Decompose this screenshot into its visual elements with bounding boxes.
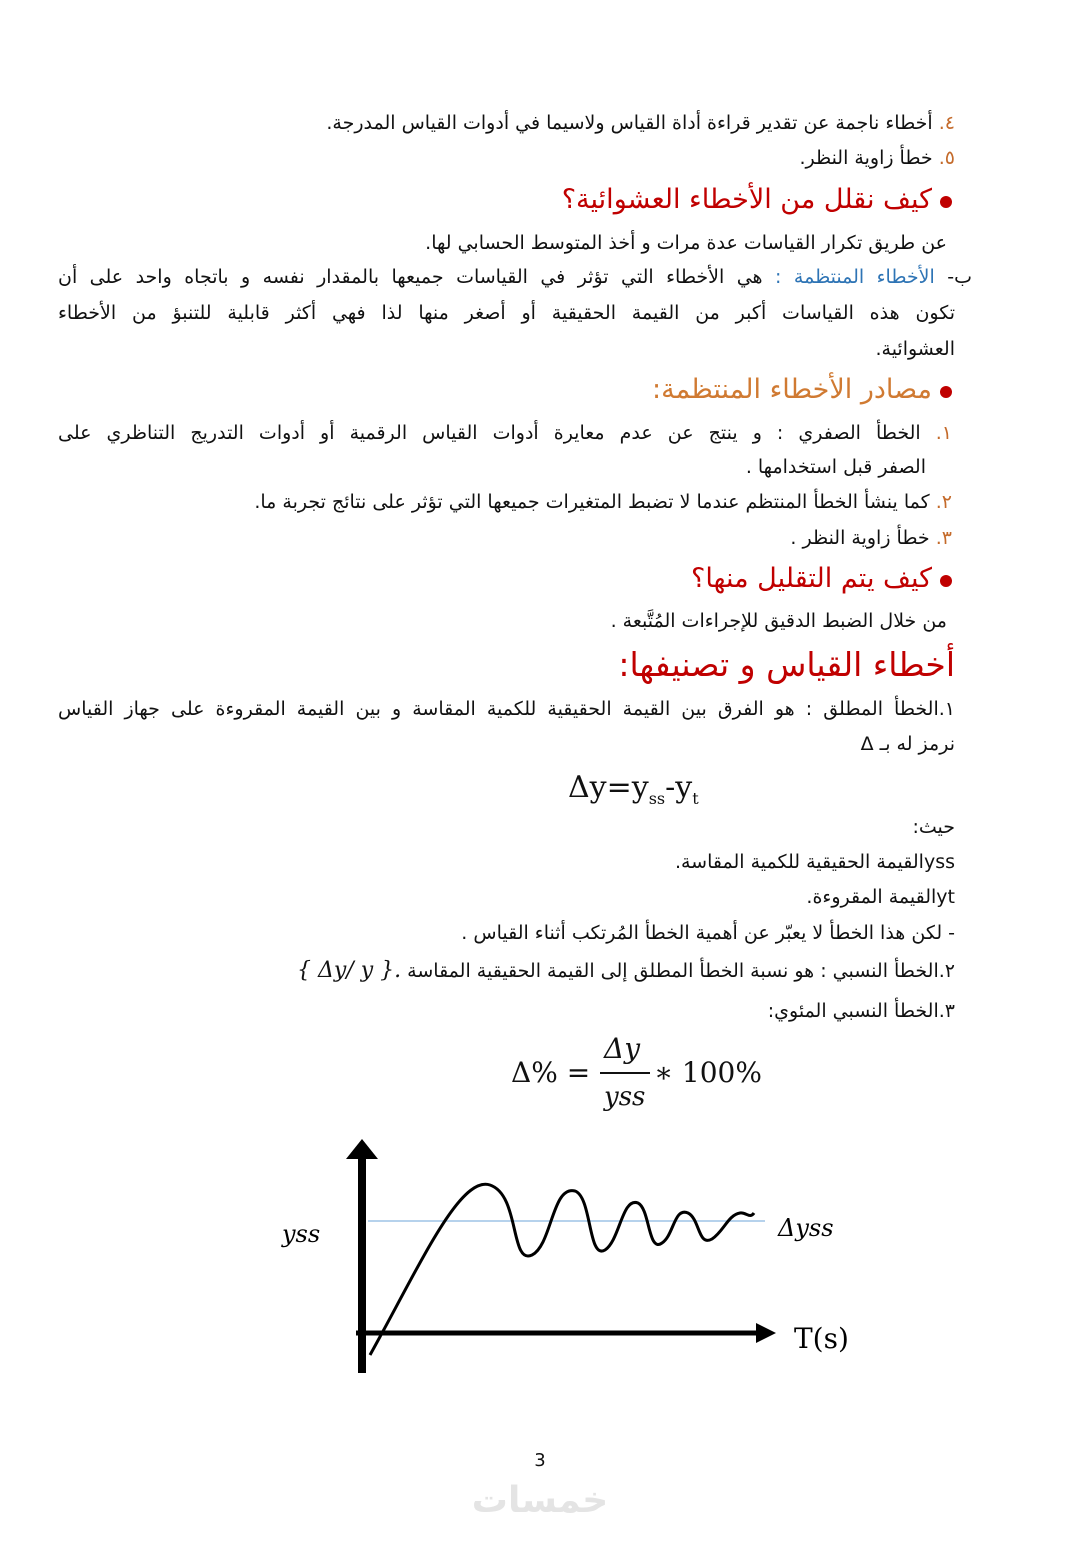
percent-formula-rhs: ∗ 100%: [654, 1056, 762, 1089]
systematic-term: الأخطاء المنتظمة :: [775, 266, 935, 288]
graph-delta-yss-label: Δyss: [778, 1214, 834, 1242]
reduce-heading: كيف يتم التقليل منها؟: [690, 563, 932, 594]
relative-error-formula: { Δy/ y }.: [297, 958, 402, 983]
item-text: أخطاء ناجمة عن تقدير قراءة أداة القياس ولاسيما في أدوات القياس المدرجة.: [326, 112, 933, 134]
graph-yss-label: yss: [282, 1220, 321, 1248]
page-number: 3: [534, 1450, 546, 1471]
item-text: خطأ زاوية النظر.: [799, 147, 933, 169]
random-errors-answer: عن طريق تكرار القياسات عدة مرات و أخذ المتوسط الحسابي لها.: [425, 232, 947, 254]
percent-formula-lhs: Δ% =: [511, 1056, 591, 1089]
item-text: كما ينشأ الخطأ المنتظم عندما لا تضبط المتغيرات جميعها التي تؤثر على نتائج تجربة ما.: [254, 491, 930, 513]
watermark-logo: خمسات: [471, 1480, 609, 1521]
source-item-2: [58, 487, 952, 517]
item-text: الخطأ الصفري : و ينتج عن عدم معايرة أدوات القياس الرقمية أو أدوات التدريج التناظري على: [58, 422, 921, 444]
relative-error-text: ٢.الخطأ النسبي : هو نسبة الخطأ المطلق إلى القيمة الحقيقية المقاسة: [407, 960, 955, 982]
source-item-1-cont: الصفر قبل استخدامها .: [745, 456, 926, 478]
bullet-icon: [940, 575, 952, 587]
yt-text: القيمة المقروءة.: [806, 886, 937, 908]
yss-definition: [58, 847, 955, 877]
y-axis-arrow-icon: [346, 1139, 378, 1159]
source-item-1: [58, 418, 952, 448]
yt-variable: yt: [936, 886, 955, 908]
random-errors-heading: كيف نقلل من الأخطاء العشوائية؟: [561, 184, 932, 215]
absolute-error-formula: $\Delta y=y_{ss}-y_t$: [568, 770, 699, 808]
bullet-icon: [940, 386, 952, 398]
systematic-definition-line3: العشوائية.: [875, 338, 955, 360]
definition-text: هي الأخطاء التي تؤثر في القياسات جميعها بالمقدار نفسه و باتجاه واحد على أن: [58, 266, 763, 288]
note-line: - لكن هذا الخطأ لا يعبّر عن أهمية الخطأ المُرتكب أثناء القياس .: [461, 922, 955, 944]
percent-formula-numerator: Δy: [604, 1032, 641, 1065]
source-item-3: [58, 523, 952, 553]
response-curve: [370, 1184, 754, 1355]
item-number: ٥.: [938, 147, 955, 169]
section-prefix: ب-: [947, 266, 972, 288]
item-text: خطأ زاوية النظر .: [790, 527, 930, 549]
sources-heading: مصادر الأخطاء المنتظمة:: [652, 374, 932, 405]
item-number: ٢.: [935, 491, 952, 513]
yss-text: القيمة الحقيقية للكمية المقاسة.: [674, 851, 924, 873]
yss-variable: yss: [923, 851, 955, 873]
item-number: ١.: [935, 422, 952, 444]
absolute-error-line2: نرمز له بـ Δ: [860, 733, 955, 755]
yt-definition: [58, 882, 955, 912]
response-graph: [270, 1135, 890, 1385]
systematic-definition-line1: [58, 262, 972, 292]
percent-formula-denominator: yss: [604, 1082, 646, 1112]
graph-time-label: T(s): [794, 1322, 849, 1355]
reduce-answer: من خلال الضبط الدقيق للإجراءات المُتَّبعة .: [610, 610, 947, 632]
x-axis-arrow-icon: [756, 1323, 776, 1343]
bullet-icon: [940, 196, 952, 208]
where-label: حيث:: [912, 816, 955, 838]
classification-heading: أخطاء القياس و تصنيفها:: [618, 645, 955, 684]
absolute-error-line1: ١.الخطأ المطلق : هو الفرق بين القيمة الحقيقية للكمية المقاسة و بين القيمة المقروءة على جهاز القياس: [58, 698, 955, 720]
item-number: ٣.: [935, 527, 952, 549]
fraction-bar: [600, 1072, 650, 1074]
systematic-definition-line2: تكون هذه القياسات أكبر من القيمة الحقيقية أو أصغر منها لذا فهي أكثر قابلية للتنبؤ من الأخطاء: [58, 302, 955, 324]
list-item-4: [58, 108, 955, 138]
list-item-5: [58, 143, 955, 173]
percent-error-label: ٣.الخطأ النسبي المئوي:: [767, 1000, 955, 1022]
item-number: ٤.: [938, 112, 955, 134]
relative-error-line: [58, 956, 955, 986]
